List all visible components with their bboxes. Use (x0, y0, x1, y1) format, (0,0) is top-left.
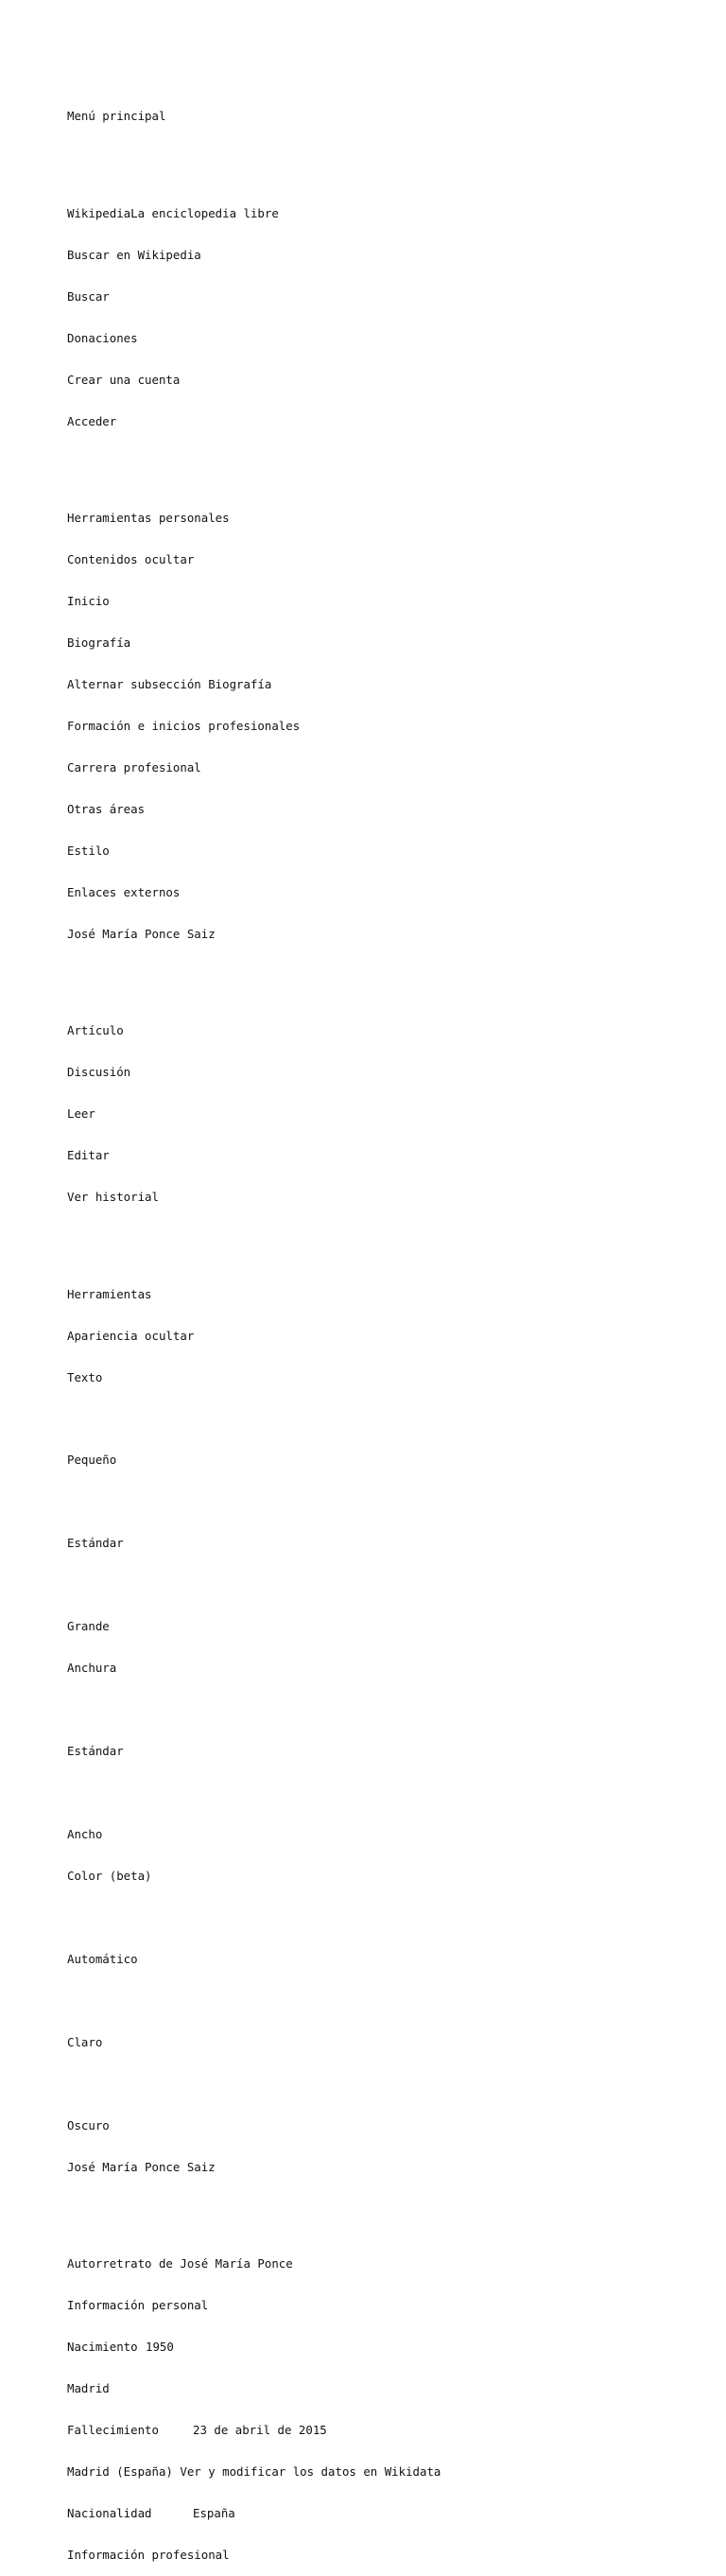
color-label: Color (beta) (67, 1869, 152, 1884)
spacer (67, 969, 710, 983)
personal-tools-button[interactable]: Herramientas personales (67, 511, 230, 526)
text-size-large-radio[interactable]: Grande (67, 1619, 110, 1634)
infobox-image-caption: Autorretrato de José María Ponce (67, 2256, 293, 2271)
toc-item-estilo[interactable]: Estilo (67, 843, 110, 858)
death-place-link[interactable]: Madrid (España) (67, 2464, 173, 2480)
toc-item-formacion[interactable]: Formación e inicios profesionales (67, 718, 301, 733)
spacer (67, 1413, 710, 1427)
infobox-birth-row (67, 2341, 710, 2355)
spacer (67, 1232, 710, 1246)
infobox-nationality-row (67, 2507, 710, 2521)
infobox-death-place-row (67, 2465, 710, 2480)
spacer (67, 1994, 710, 2009)
tab-history[interactable]: Ver historial (67, 1190, 159, 1205)
wikipedia-logo-link[interactable]: WikipediaLa enciclopedia libre (67, 205, 279, 220)
spacer (67, 1911, 710, 1925)
spacer (67, 457, 710, 471)
width-wide-radio[interactable]: Ancho (67, 1827, 103, 1842)
spacer (67, 1578, 710, 1593)
toc-item-carrera[interactable]: Carrera profesional (67, 759, 201, 775)
birth-place-link[interactable]: Madrid (67, 2381, 110, 2396)
page-text (67, 82, 710, 2576)
birth-label: Nacimiento (67, 2340, 138, 2355)
search-button[interactable]: Buscar (67, 288, 110, 304)
text-size-label: Texto (67, 1369, 103, 1384)
width-standard-radio[interactable]: Estándar (67, 1744, 124, 1759)
article-title: José María Ponce Saiz (67, 2159, 216, 2174)
infobox-personal-header: Información personal (67, 2298, 209, 2313)
toc-page-title: José María Ponce Saiz (67, 926, 216, 941)
color-light-radio[interactable]: Claro (67, 2034, 103, 2049)
death-label: Fallecimiento (67, 2423, 159, 2438)
tab-edit[interactable]: Editar (67, 1148, 110, 1163)
search-input[interactable]: Buscar en Wikipedia (67, 247, 201, 262)
main-menu-button[interactable]: Menú principal (67, 109, 166, 124)
appearance-hide-button[interactable]: Apariencia ocultar (67, 1328, 195, 1343)
wikidata-link[interactable]: Ver y modificar los datos en Wikidata (172, 2464, 441, 2480)
tab-read[interactable]: Leer (67, 1106, 95, 1122)
spacer (67, 2202, 710, 2217)
toc-item-inicio[interactable]: Inicio (67, 594, 110, 609)
width-label: Anchura (67, 1661, 117, 1676)
color-dark-radio[interactable]: Oscuro (67, 2117, 110, 2132)
death-date: 23 de abril de 2015 (193, 2423, 327, 2438)
login-link[interactable]: Acceder (67, 413, 117, 428)
text-size-small-radio[interactable]: Pequeño (67, 1453, 117, 1468)
spacer (67, 1703, 710, 1717)
toc-item-enlaces[interactable]: Enlaces externos (67, 884, 181, 899)
tab-article[interactable]: Artículo (67, 1023, 124, 1038)
infobox-death-row (67, 2424, 710, 2438)
create-account-link[interactable]: Crear una cuenta (67, 372, 181, 387)
birth-year: 1950 (146, 2340, 174, 2355)
nationality-label: Nacionalidad (67, 2505, 152, 2520)
toc-item-biografia[interactable]: Biografía (67, 635, 131, 651)
toc-hide-button[interactable]: Contenidos ocultar (67, 552, 195, 567)
spacer (67, 151, 710, 165)
nationality-link[interactable]: España (193, 2505, 235, 2520)
infobox-professional-header: Información profesional (67, 2547, 230, 2562)
toc-item-otras-areas[interactable]: Otras áreas (67, 801, 146, 816)
spacer (67, 1495, 710, 1509)
text-size-standard-radio[interactable]: Estándar (67, 1536, 124, 1551)
tab-talk[interactable]: Discusión (67, 1065, 131, 1080)
color-auto-radio[interactable]: Automático (67, 1951, 138, 1966)
spacer (67, 1786, 710, 1801)
tools-button[interactable]: Herramientas (67, 1286, 152, 1301)
donate-link[interactable]: Donaciones (67, 330, 138, 345)
spacer (67, 2078, 710, 2092)
toc-toggle-biografia[interactable]: Alternar subsección Biografía (67, 677, 272, 692)
